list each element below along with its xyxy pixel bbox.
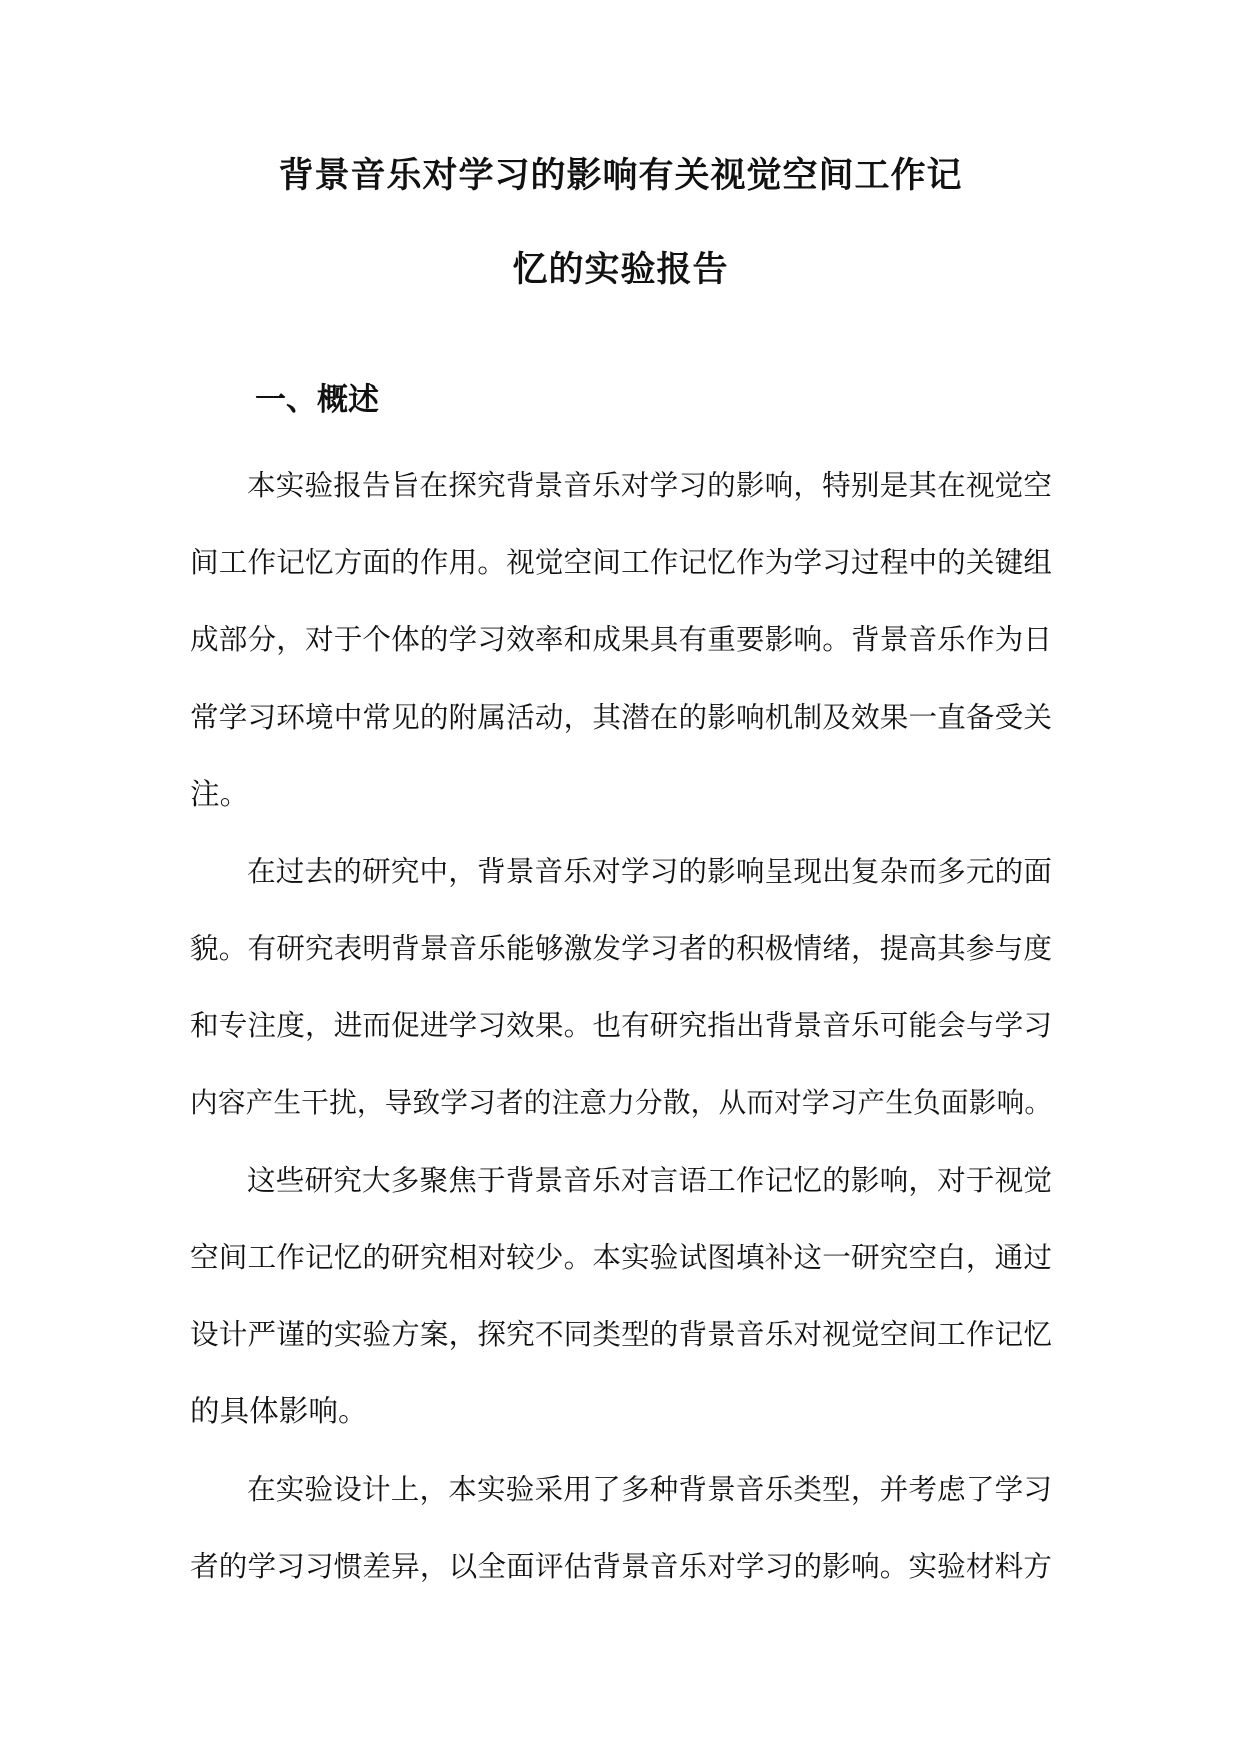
paragraph-line: 本实验报告旨在探究背景音乐对学习的影响，特别是其在视觉空 — [247, 468, 1052, 502]
document-title-line-1: 背景音乐对学习的影响有关视觉空间工作记 — [278, 156, 963, 196]
paragraph-line: 注。 — [190, 777, 250, 811]
paragraph-line: 空间工作记忆的研究相对较少。本实验试图填补这一研究空白，通过 — [190, 1240, 1052, 1274]
paragraph-line: 在过去的研究中，背景音乐对学习的影响呈现出复杂而多元的面 — [247, 854, 1052, 888]
paragraph-line: 的具体影响。 — [190, 1394, 368, 1428]
paragraph-line: 成部分，对于个体的学习效率和成果具有重要影响。背景音乐作为日 — [190, 622, 1052, 656]
paragraph-line: 貌。有研究表明背景音乐能够激发学习者的积极情绪，提高其参与度 — [190, 931, 1052, 965]
paragraph-line: 间工作记忆方面的作用。视觉空间工作记忆作为学习过程中的关键组 — [190, 545, 1052, 579]
paragraph-line: 内容产生干扰，导致学习者的注意力分散，从而对学习产生负面影响。 — [190, 1086, 1052, 1119]
paragraph-line: 这些研究大多聚焦于背景音乐对言语工作记忆的影响，对于视觉 — [247, 1163, 1052, 1197]
paragraph-line: 和专注度，进而促进学习效果。也有研究指出背景音乐可能会与学习 — [190, 1008, 1052, 1042]
paragraph-line: 设计严谨的实验方案，探究不同类型的背景音乐对视觉空间工作记忆 — [190, 1317, 1052, 1351]
paragraph-line: 者的学习习惯差异，以全面评估背景音乐对学习的影响。实验材料方 — [190, 1549, 1052, 1583]
paragraph-line: 常学习环境中常见的附属活动，其潜在的影响机制及效果一直备受关 — [190, 700, 1052, 734]
paragraph-line: 在实验设计上，本实验采用了多种背景音乐类型，并考虑了学习 — [247, 1472, 1052, 1506]
section-heading: 一、概述 — [255, 382, 379, 418]
document-title-line-2: 忆的实验报告 — [512, 250, 729, 290]
